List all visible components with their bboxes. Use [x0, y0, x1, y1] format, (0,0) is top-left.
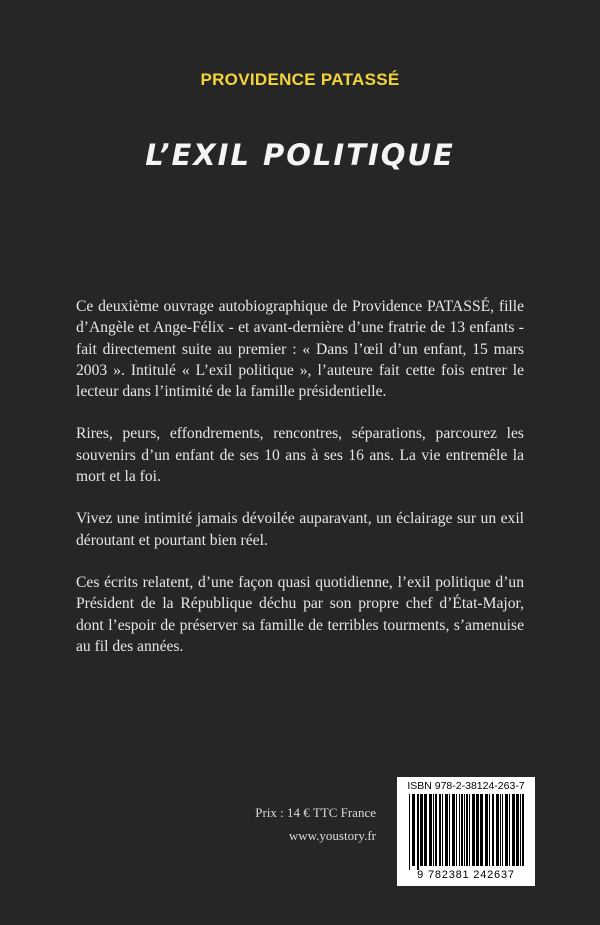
blurb-paragraph-4: Ces écrits relatent, d’une façon quasi quotidienne, l’exil politique d’un Président de la République déchu par son propre chef d’État-Major, dont l’espoir de préserver sa famille de terribles tourments, s’amenuise au fil des années. [76, 573, 524, 655]
isbn-label: ISBN 978-2-38124-263-7 [407, 780, 525, 792]
barcode-bar [476, 794, 479, 866]
barcode-bar [489, 794, 490, 866]
book-title: L’EXIL POLITIQUE [145, 138, 455, 172]
barcode-bar [480, 794, 483, 866]
barcode-bar [435, 794, 437, 866]
barcode-bar [433, 794, 434, 866]
price: Prix : 14 € TTC France [255, 805, 376, 820]
barcode-bar [522, 794, 524, 866]
barcode-bar [496, 794, 499, 866]
barcode-bar [516, 794, 519, 866]
barcode-bar [502, 794, 503, 866]
barcode-bar [459, 794, 460, 866]
barcode-bar [505, 794, 508, 866]
barcode-bar [456, 794, 457, 866]
barcode-bar [466, 794, 468, 866]
barcode-bar [509, 794, 510, 866]
barcode-bar [409, 794, 410, 870]
barcode-bar [439, 794, 441, 866]
barcode-bar [445, 794, 448, 866]
barcode-bar [412, 794, 415, 866]
barcode-bar [472, 794, 475, 866]
blurb [76, 296, 524, 678]
author-name: PROVIDENCE PATASSÉ [200, 70, 400, 89]
publisher-website: www.youstory.fr [288, 828, 376, 843]
blurb-paragraph-2: Rires, peurs, effondrements, rencontres, séparations, parcourez les souvenirs d’un enfant de ses 10 ans à ses 16 ans. La vie entremêle la mort et la foi. [76, 425, 524, 486]
isbn-barcode [397, 777, 535, 886]
barcode-bar [464, 794, 465, 866]
barcode-bar [449, 794, 450, 866]
barcode-bar [452, 794, 455, 866]
blurb-paragraph-1: Ce deuxième ouvrage autobiographique de Providence PATASSÉ, fille d’Angèle et Ange-Félix - et avant-dernière d’une fratrie de 13 enfants - fait directement suite au premier : « Dans l’œil d’un enfant, 15 mars 2003 ». Intitulé « L’exil politique », l’auteure fait cette fois entrer le lecteur dans l’intimité de la famille présidentielle. [76, 298, 524, 401]
barcode-bar [442, 794, 443, 866]
barcode-bar [512, 794, 515, 866]
barcode-bar [420, 794, 423, 866]
ean-digits: 9 782381 242637 [417, 869, 515, 881]
barcode-bar [500, 794, 501, 866]
barcode-bar [424, 794, 427, 866]
barcode-bar [469, 794, 470, 866]
barcode-bar [485, 794, 488, 866]
barcode-bar [492, 794, 494, 866]
blurb-paragraph-3: Vivez une intimité jamais dévoilée auparavant, un éclairage sur un exil déroutant et pourtant bien réel. [76, 510, 524, 549]
barcode-bar [520, 794, 521, 866]
barcode-bar [429, 794, 432, 866]
barcode-bar [417, 794, 419, 870]
barcode-bar [461, 794, 463, 866]
